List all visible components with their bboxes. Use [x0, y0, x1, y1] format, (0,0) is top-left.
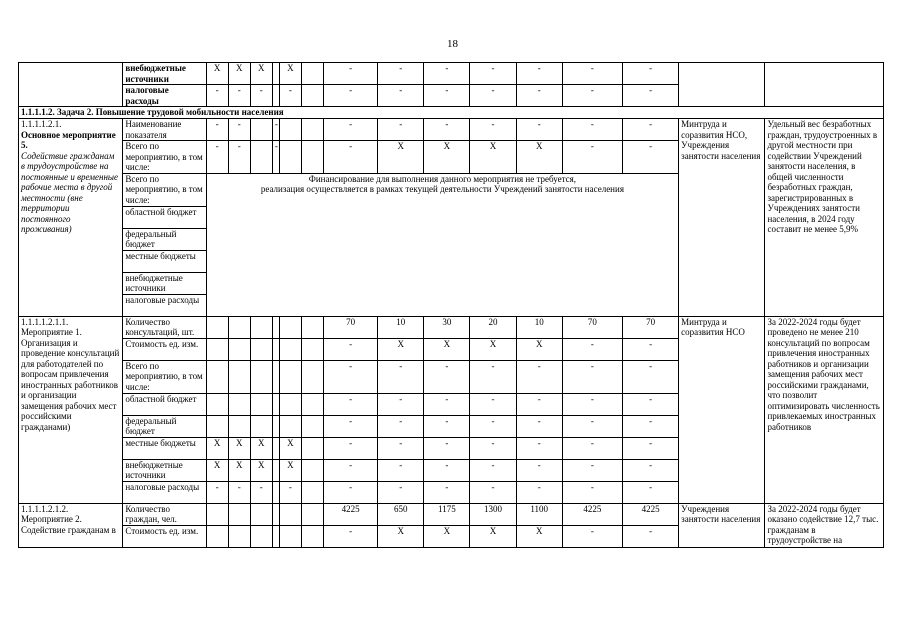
value-cell: - — [562, 360, 622, 393]
value-cell: - — [562, 459, 622, 481]
activity-description — [19, 503, 123, 547]
value-cell — [272, 360, 279, 393]
value-cell: - — [516, 459, 562, 481]
value-cell — [228, 338, 250, 360]
empty-cell — [765, 63, 884, 107]
activity-description — [19, 119, 123, 317]
value-cell — [272, 525, 279, 547]
activity-title: Основное мероприятие 5. — [21, 129, 116, 150]
value-cell: - — [516, 415, 562, 437]
value-cell: X — [250, 459, 272, 481]
value-cell: - — [228, 119, 250, 141]
value-cell — [301, 360, 323, 393]
value-cell: 4225 — [323, 503, 377, 525]
value-cell — [228, 415, 250, 437]
activity-description — [19, 316, 123, 503]
value-cell: X — [228, 63, 250, 85]
row-label: налоговые расходы — [123, 294, 206, 316]
value-cell: - — [228, 85, 250, 107]
value-cell: - — [378, 119, 424, 141]
value-cell: X — [228, 459, 250, 481]
value-cell: - — [470, 85, 516, 107]
value-cell: - — [622, 393, 678, 415]
value-cell: - — [206, 481, 228, 503]
value-cell: - — [562, 415, 622, 437]
value-cell: - — [516, 119, 562, 141]
row-label: внебюджетные источники — [123, 459, 206, 481]
value-cell — [228, 316, 250, 338]
value-cell: - — [424, 393, 470, 415]
value-cell — [272, 338, 279, 360]
value-cell — [279, 316, 301, 338]
value-cell — [301, 459, 323, 481]
value-cell — [301, 85, 323, 107]
value-cell: X — [424, 141, 470, 174]
value-cell — [250, 503, 272, 525]
value-cell — [301, 393, 323, 415]
value-cell: - — [424, 119, 470, 141]
value-cell: X — [228, 437, 250, 459]
value-cell — [272, 316, 279, 338]
value-cell — [301, 119, 323, 141]
table-row — [19, 503, 884, 525]
value-cell: - — [323, 459, 377, 481]
value-cell: 1100 — [516, 503, 562, 525]
value-cell — [228, 360, 250, 393]
value-cell: X — [470, 525, 516, 547]
value-cell: - — [622, 119, 678, 141]
value-cell: - — [516, 481, 562, 503]
value-cell — [250, 316, 272, 338]
value-cell — [301, 525, 323, 547]
value-cell: - — [323, 393, 377, 415]
value-cell: - — [323, 119, 377, 141]
result-cell: Удельный вес безработных граждан, трудоустроенных в другой местности при содействии Учреждений занятости населения, в общей численности безработных граждан, зарегистрированных в Учреждениях занятости населения, в 2024 году составит не менее 5,9% — [765, 119, 884, 317]
activity-code: 1.1.1.1.2.1. — [21, 119, 62, 129]
value-cell: - — [516, 360, 562, 393]
value-cell: - — [622, 360, 678, 393]
value-cell: - — [424, 360, 470, 393]
value-cell: - — [622, 481, 678, 503]
executor-cell: Минтруда и соразвития НСО — [679, 316, 765, 503]
value-cell: - — [470, 119, 516, 141]
value-cell: X — [470, 141, 516, 174]
funding-note-line: реализация осуществляется в рамках текущей деятельности Учреждений занятости населения — [260, 184, 624, 194]
value-cell: - — [562, 63, 622, 85]
value-cell — [250, 119, 272, 141]
value-cell: - — [424, 63, 470, 85]
value-cell — [272, 63, 279, 85]
value-cell: - — [378, 459, 424, 481]
activity-text: Мероприятие 2. Содействие гражданам в — [21, 514, 116, 535]
executor-cell: Минтруда и соразвития НСО, Учреждения занятости населения — [679, 119, 765, 317]
value-cell: - — [378, 85, 424, 107]
value-cell — [250, 393, 272, 415]
value-cell: - — [250, 481, 272, 503]
value-cell: 650 — [378, 503, 424, 525]
value-cell — [279, 503, 301, 525]
value-cell: - — [516, 437, 562, 459]
row-label: Стоимость ед. изм. — [123, 338, 206, 360]
executor-cell: Учреждения занятости населения — [679, 503, 765, 547]
value-cell: 4225 — [622, 503, 678, 525]
value-cell: X — [279, 437, 301, 459]
value-cell: - — [470, 415, 516, 437]
value-cell: - — [323, 85, 377, 107]
value-cell — [301, 415, 323, 437]
value-cell: X — [279, 459, 301, 481]
table-row — [19, 63, 884, 85]
value-cell: 1300 — [470, 503, 516, 525]
value-cell: X — [378, 338, 424, 360]
value-cell: 70 — [622, 316, 678, 338]
value-cell — [250, 415, 272, 437]
value-cell: X — [206, 437, 228, 459]
value-cell — [301, 503, 323, 525]
value-cell: X — [516, 141, 562, 174]
value-cell: 70 — [562, 316, 622, 338]
value-cell: - — [562, 481, 622, 503]
value-cell — [206, 316, 228, 338]
value-cell: - — [424, 85, 470, 107]
value-cell: - — [622, 415, 678, 437]
value-cell: X — [516, 525, 562, 547]
funding-note — [206, 173, 679, 316]
row-label: Количество консультаций, шт. — [123, 316, 206, 338]
value-cell: - — [378, 360, 424, 393]
row-label: Количество граждан, чел. — [123, 503, 206, 525]
value-cell: - — [323, 437, 377, 459]
value-cell — [206, 360, 228, 393]
value-cell — [206, 525, 228, 547]
value-cell: - — [470, 360, 516, 393]
activity-code: 1.1.1.1.2.1.1. — [21, 316, 69, 327]
empty-cell — [19, 63, 123, 107]
value-cell: - — [206, 141, 228, 174]
value-cell: - — [562, 437, 622, 459]
value-cell: - — [323, 63, 377, 85]
value-cell: - — [622, 437, 678, 459]
value-cell — [301, 63, 323, 85]
value-cell — [250, 141, 272, 174]
value-cell — [272, 503, 279, 525]
value-cell: - — [323, 360, 377, 393]
value-cell: - — [622, 459, 678, 481]
value-cell — [301, 338, 323, 360]
program-table — [18, 62, 884, 548]
value-cell: - — [228, 481, 250, 503]
value-cell: - — [378, 437, 424, 459]
value-cell — [279, 393, 301, 415]
row-label: федеральный бюджет — [123, 228, 206, 250]
value-cell: - — [323, 481, 377, 503]
value-cell — [272, 85, 279, 107]
value-cell: X — [206, 63, 228, 85]
value-cell: 10 — [516, 316, 562, 338]
value-cell: - — [470, 437, 516, 459]
value-cell — [206, 415, 228, 437]
value-cell — [250, 525, 272, 547]
value-cell: - — [562, 393, 622, 415]
table-row — [19, 316, 884, 338]
value-cell: - — [562, 85, 622, 107]
value-cell: 30 — [424, 316, 470, 338]
value-cell: - — [279, 481, 301, 503]
value-cell: 1175 — [424, 503, 470, 525]
activity-code: 1.1.1.1.2.1.2. — [21, 503, 69, 514]
value-cell: - — [323, 141, 377, 174]
row-label: внебюджетные источники — [123, 63, 206, 85]
value-cell — [228, 393, 250, 415]
value-cell — [301, 437, 323, 459]
row-label: Всего по мероприятию, в том числе: — [123, 173, 206, 206]
row-label: внебюджетные источники — [123, 272, 206, 294]
value-cell: 20 — [470, 316, 516, 338]
row-label: федеральный бюджет — [123, 415, 206, 437]
value-cell — [272, 481, 279, 503]
value-cell: - — [323, 525, 377, 547]
result-cell: За 2022-2024 годы будет проведено не менее 210 консультаций по вопросам привлечения иностранных работников и организации замещения рабочих мест российскими гражданами, что позволит оптимизировать численность привлекаемых иностранных работников — [765, 316, 884, 503]
value-cell — [250, 360, 272, 393]
value-cell: 4225 — [562, 503, 622, 525]
row-label: Наименование показателя — [123, 119, 206, 141]
value-cell: X — [516, 338, 562, 360]
value-cell: - — [424, 437, 470, 459]
value-cell — [228, 503, 250, 525]
value-cell — [301, 481, 323, 503]
value-cell: X — [250, 437, 272, 459]
value-cell: 10 — [378, 316, 424, 338]
activity-text: Содействие гражданам в трудоустройстве на постоянные и временные рабочие места в другой местности (вне территории постоянного проживания) — [21, 150, 119, 234]
value-cell: - — [622, 338, 678, 360]
row-label: местные бюджеты — [123, 250, 206, 272]
value-cell: - — [378, 415, 424, 437]
value-cell: 70 — [323, 316, 377, 338]
value-cell — [279, 525, 301, 547]
value-cell: - — [378, 63, 424, 85]
value-cell: - — [279, 85, 301, 107]
section-row — [19, 107, 884, 119]
value-cell: - — [470, 63, 516, 85]
value-cell: X — [470, 338, 516, 360]
value-cell: - — [562, 525, 622, 547]
value-cell: - — [323, 415, 377, 437]
section-title: 1.1.1.1.2. Задача 2. Повышение трудовой мобильности населения — [19, 107, 884, 119]
value-cell — [272, 393, 279, 415]
result-cell: За 2022-2024 годы будет оказано содействие 12,7 тыс. гражданам в трудоустройстве на — [765, 503, 884, 547]
value-cell: - — [272, 141, 279, 174]
row-label: Стоимость ед. изм. — [123, 525, 206, 547]
activity-text: Мероприятие 1. Организация и проведение консультаций для работодателей по вопросам привлечения иностранных работников и организации замещения рабочих мест российскими гражданами) — [21, 327, 120, 432]
value-cell: - — [424, 481, 470, 503]
value-cell — [279, 360, 301, 393]
value-cell: - — [378, 393, 424, 415]
value-cell — [272, 459, 279, 481]
value-cell — [301, 316, 323, 338]
value-cell — [279, 141, 301, 174]
value-cell: - — [562, 119, 622, 141]
row-label: налоговые расходы — [123, 481, 206, 503]
row-label: налоговые расходы — [123, 85, 206, 107]
value-cell: - — [516, 63, 562, 85]
funding-note-line: Финансирование для выполнения данного мероприятия не требуется, — [308, 173, 577, 184]
row-label: Всего по мероприятию, в том числе: — [123, 360, 206, 393]
value-cell — [279, 338, 301, 360]
value-cell: - — [250, 85, 272, 107]
value-cell: - — [622, 525, 678, 547]
value-cell — [272, 415, 279, 437]
value-cell: X — [279, 63, 301, 85]
value-cell: X — [378, 141, 424, 174]
value-cell — [228, 525, 250, 547]
value-cell — [279, 119, 301, 141]
value-cell — [279, 415, 301, 437]
value-cell — [206, 503, 228, 525]
row-label: областной бюджет — [123, 393, 206, 415]
value-cell: - — [323, 338, 377, 360]
value-cell: - — [562, 338, 622, 360]
page-number: 18 — [447, 38, 458, 50]
row-label: местные бюджеты — [123, 437, 206, 459]
value-cell: - — [516, 393, 562, 415]
value-cell — [272, 437, 279, 459]
value-cell — [301, 141, 323, 174]
value-cell: X — [378, 525, 424, 547]
value-cell: - — [378, 481, 424, 503]
value-cell: - — [424, 415, 470, 437]
value-cell: - — [272, 119, 279, 141]
value-cell: - — [622, 63, 678, 85]
value-cell: - — [622, 85, 678, 107]
value-cell: - — [206, 85, 228, 107]
row-label: областной бюджет — [123, 206, 206, 228]
value-cell — [206, 393, 228, 415]
value-cell: - — [424, 459, 470, 481]
value-cell: X — [206, 459, 228, 481]
value-cell: - — [470, 393, 516, 415]
value-cell: X — [250, 63, 272, 85]
table-row — [19, 119, 884, 141]
value-cell: - — [470, 481, 516, 503]
empty-cell — [679, 63, 765, 107]
value-cell: - — [470, 459, 516, 481]
value-cell: - — [562, 141, 622, 174]
row-label: Всего по мероприятию, в том числе: — [123, 141, 206, 174]
value-cell: - — [622, 141, 678, 174]
value-cell: - — [516, 85, 562, 107]
value-cell: - — [228, 141, 250, 174]
value-cell: X — [424, 338, 470, 360]
value-cell — [206, 338, 228, 360]
value-cell: - — [206, 119, 228, 141]
value-cell — [250, 338, 272, 360]
value-cell: X — [424, 525, 470, 547]
